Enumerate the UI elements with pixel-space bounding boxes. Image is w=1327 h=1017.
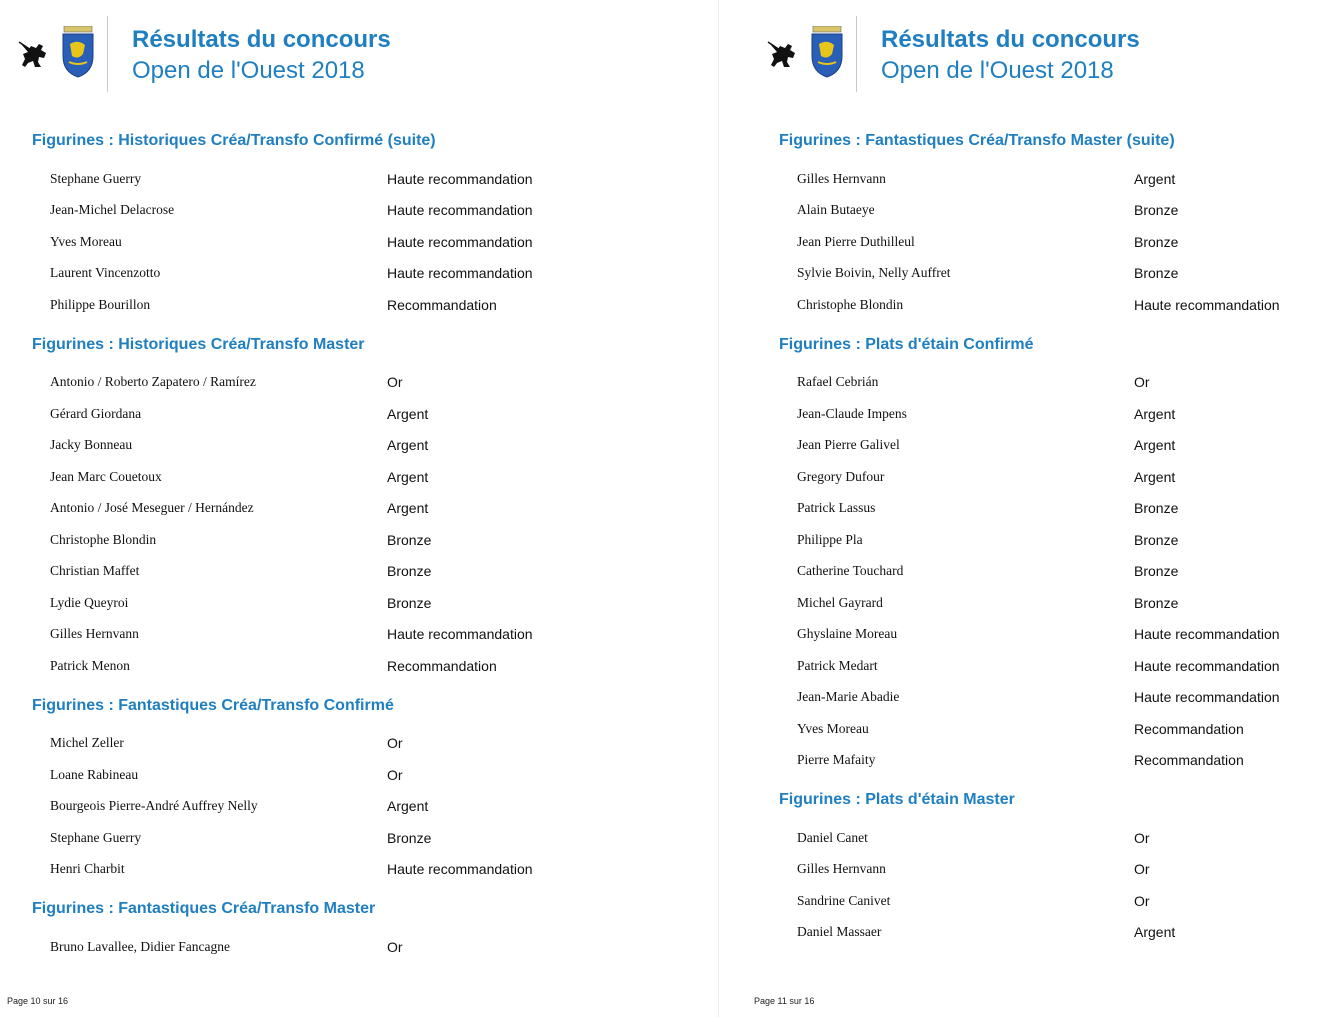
award-level: Or: [1134, 374, 1150, 391]
award-level: Bronze: [1134, 531, 1179, 548]
result-row: [32, 619, 652, 651]
header-divider: [856, 16, 857, 92]
award-level: Recommandation: [387, 657, 497, 674]
result-row: [779, 493, 1327, 525]
result-row: [779, 367, 1327, 399]
participant-name: Christophe Blondin: [50, 531, 157, 547]
participant-name: Bourgeois Pierre-André Auffrey Nelly: [50, 798, 258, 814]
results-list: [32, 923, 652, 971]
results-content: [32, 125, 652, 971]
result-row: [779, 917, 1327, 949]
award-level: Argent: [1134, 405, 1176, 422]
section-title: Figurines : Fantastiques Créa/Transfo Master (suite): [779, 132, 1175, 149]
result-row: [32, 524, 652, 556]
participant-name: Patrick Menon: [50, 657, 130, 673]
result-row: [32, 650, 652, 682]
award-level: Bronze: [1134, 202, 1179, 219]
participant-name: Gilles Hernvann: [50, 626, 139, 642]
knight-logo-icon: [17, 36, 51, 70]
result-row: [32, 822, 652, 854]
award-level: Bronze: [387, 594, 432, 611]
award-level: Or: [387, 735, 403, 752]
award-level: Argent: [387, 468, 429, 485]
participant-name: Michel Gayrard: [797, 594, 883, 610]
result-row: [32, 556, 652, 588]
result-row: [32, 728, 652, 760]
result-row: [779, 163, 1327, 195]
award-level: Bronze: [1134, 233, 1179, 250]
participant-name: Gilles Hernvann: [797, 861, 886, 877]
award-level: Argent: [387, 437, 429, 454]
award-level: Haute recommandation: [387, 233, 533, 250]
award-level: Haute recommandation: [387, 202, 533, 219]
participant-name: Philippe Bourillon: [50, 296, 151, 312]
coat-of-arms-icon: [810, 26, 844, 78]
participant-name: Yves Moreau: [50, 233, 122, 249]
participant-name: Ghyslaine Moreau: [797, 626, 898, 642]
participant-name: Bruno Lavallee, Didier Fancagne: [50, 938, 230, 954]
result-row: [32, 367, 652, 399]
result-row: [779, 556, 1327, 588]
participant-name: Yves Moreau: [797, 720, 869, 736]
results-list: [32, 720, 652, 894]
result-row: [779, 885, 1327, 917]
participant-name: Philippe Pla: [797, 531, 863, 547]
section-title: Figurines : Fantastiques Créa/Transfo Master: [32, 900, 376, 917]
award-level: Bronze: [1134, 265, 1179, 282]
award-level: Argent: [1134, 468, 1176, 485]
result-row: [779, 619, 1327, 651]
participant-name: Stephane Guerry: [50, 829, 142, 845]
coat-of-arms-icon: [61, 26, 95, 78]
award-level: Bronze: [1134, 500, 1179, 517]
section-title: Figurines : Historiques Créa/Transfo Master: [32, 335, 365, 353]
award-level: Haute recommandation: [1134, 296, 1280, 313]
page-title: Résultats du concours: [881, 26, 1140, 53]
results-list: [779, 814, 1327, 956]
participant-name: Jean-Michel Delacrose: [50, 202, 175, 218]
result-row: [32, 791, 652, 823]
section-title: Figurines : Plats d'étain Master: [779, 791, 1015, 808]
results-list: [32, 155, 652, 329]
result-row: [32, 258, 652, 290]
participant-name: Laurent Vincenzotto: [50, 265, 161, 281]
participant-name: Antonio / José Meseguer / Hernández: [50, 500, 254, 516]
results-list: [779, 359, 1327, 785]
award-level: Haute recommandation: [1134, 657, 1280, 674]
result-row: [32, 587, 652, 619]
participant-name: Gilles Hernvann: [797, 170, 886, 186]
participant-name: Jean Pierre Galivel: [797, 437, 900, 453]
result-row: [32, 931, 652, 963]
participant-name: Christian Maffet: [50, 563, 140, 579]
award-level: Argent: [1134, 437, 1176, 454]
participant-name: Lydie Queyroi: [50, 594, 129, 610]
result-row: [779, 854, 1327, 886]
participant-name: Christophe Blondin: [797, 296, 904, 312]
award-level: Recommandation: [1134, 720, 1244, 737]
result-row: [779, 713, 1327, 745]
result-row: [32, 854, 652, 886]
award-level: Argent: [387, 405, 429, 422]
participant-name: Daniel Canet: [797, 829, 868, 845]
header-divider: [107, 16, 108, 92]
participant-name: Michel Zeller: [50, 735, 124, 751]
results-list: [779, 155, 1327, 329]
participant-name: Sandrine Canivet: [797, 892, 891, 908]
participant-name: Jacky Bonneau: [50, 437, 133, 453]
result-row: [32, 398, 652, 430]
award-level: Bronze: [1134, 594, 1179, 611]
results-content: [779, 125, 1327, 956]
award-level: Bronze: [1134, 563, 1179, 580]
participant-name: Jean Pierre Duthilleul: [797, 233, 915, 249]
section-title: Figurines : Historiques Créa/Transfo Confirmé (suite): [32, 132, 436, 149]
results-list: [32, 359, 652, 690]
result-row: [32, 195, 652, 227]
award-level: Haute recommandation: [387, 170, 533, 187]
participant-name: Catherine Touchard: [797, 563, 904, 579]
award-level: Haute recommandation: [387, 265, 533, 282]
participant-name: Jean-Claude Impens: [797, 405, 907, 421]
result-row: [779, 587, 1327, 619]
award-level: Or: [1134, 892, 1150, 909]
page-title: Résultats du concours: [132, 26, 391, 53]
result-row: [779, 461, 1327, 493]
page-subtitle: Open de l'Ouest 2018: [132, 57, 365, 84]
page-subtitle: Open de l'Ouest 2018: [881, 57, 1114, 84]
award-level: Bronze: [387, 829, 432, 846]
page-footer: Page 10 sur 16: [7, 996, 69, 1006]
award-level: Or: [387, 766, 403, 783]
award-level: Argent: [387, 500, 429, 517]
result-row: [779, 398, 1327, 430]
result-row: [779, 745, 1327, 777]
participant-name: Daniel Massaer: [797, 924, 882, 940]
participant-name: Gérard Giordana: [50, 405, 142, 421]
document-page-11: [718, 0, 1327, 1017]
award-level: Haute recommandation: [387, 626, 533, 643]
result-row: [779, 650, 1327, 682]
award-level: Recommandation: [1134, 752, 1244, 769]
result-row: [32, 289, 652, 321]
participant-name: Jean Marc Couetoux: [50, 468, 162, 484]
section-title: Figurines : Fantastiques Créa/Transfo Confirmé: [32, 696, 394, 714]
result-row: [779, 289, 1327, 321]
participant-name: Antonio / Roberto Zapatero / Ramírez: [50, 374, 256, 390]
participant-name: Pierre Mafaity: [797, 752, 876, 768]
result-row: [779, 682, 1327, 714]
award-level: Bronze: [387, 531, 432, 548]
result-row: [32, 461, 652, 493]
award-level: Argent: [387, 798, 429, 815]
result-row: [32, 226, 652, 258]
award-level: Argent: [1134, 924, 1176, 941]
result-row: [779, 226, 1327, 258]
participant-name: Patrick Medart: [797, 657, 878, 673]
award-level: Recommandation: [387, 296, 497, 313]
participant-name: Loane Rabineau: [50, 766, 139, 782]
participant-name: Gregory Dufour: [797, 468, 885, 484]
knight-logo-icon: [766, 36, 800, 70]
participant-name: Patrick Lassus: [797, 500, 876, 516]
award-level: Or: [387, 938, 403, 955]
section-title: Figurines : Plats d'étain Confirmé: [779, 335, 1034, 353]
award-level: Haute recommandation: [1134, 626, 1280, 643]
result-row: [779, 524, 1327, 556]
award-level: Or: [1134, 861, 1150, 878]
award-level: Bronze: [387, 563, 432, 580]
result-row: [779, 430, 1327, 462]
award-level: Haute recommandation: [1134, 689, 1280, 706]
participant-name: Jean-Marie Abadie: [797, 689, 900, 705]
participant-name: Stephane Guerry: [50, 170, 142, 186]
participant-name: Rafael Cebrián: [797, 374, 879, 390]
result-row: [779, 195, 1327, 227]
award-level: Argent: [1134, 170, 1176, 187]
award-level: Or: [387, 374, 403, 391]
award-level: Haute recommandation: [387, 861, 533, 878]
result-row: [32, 430, 652, 462]
participant-name: Sylvie Boivin, Nelly Auffret: [797, 265, 951, 281]
result-row: [32, 163, 652, 195]
result-row: [779, 822, 1327, 854]
result-row: [32, 493, 652, 525]
result-row: [779, 258, 1327, 290]
award-level: Or: [1134, 829, 1150, 846]
participant-name: Alain Butaeye: [797, 202, 875, 218]
participant-name: Henri Charbit: [50, 861, 125, 877]
result-row: [32, 759, 652, 791]
page-footer: Page 11 sur 16: [754, 996, 815, 1006]
